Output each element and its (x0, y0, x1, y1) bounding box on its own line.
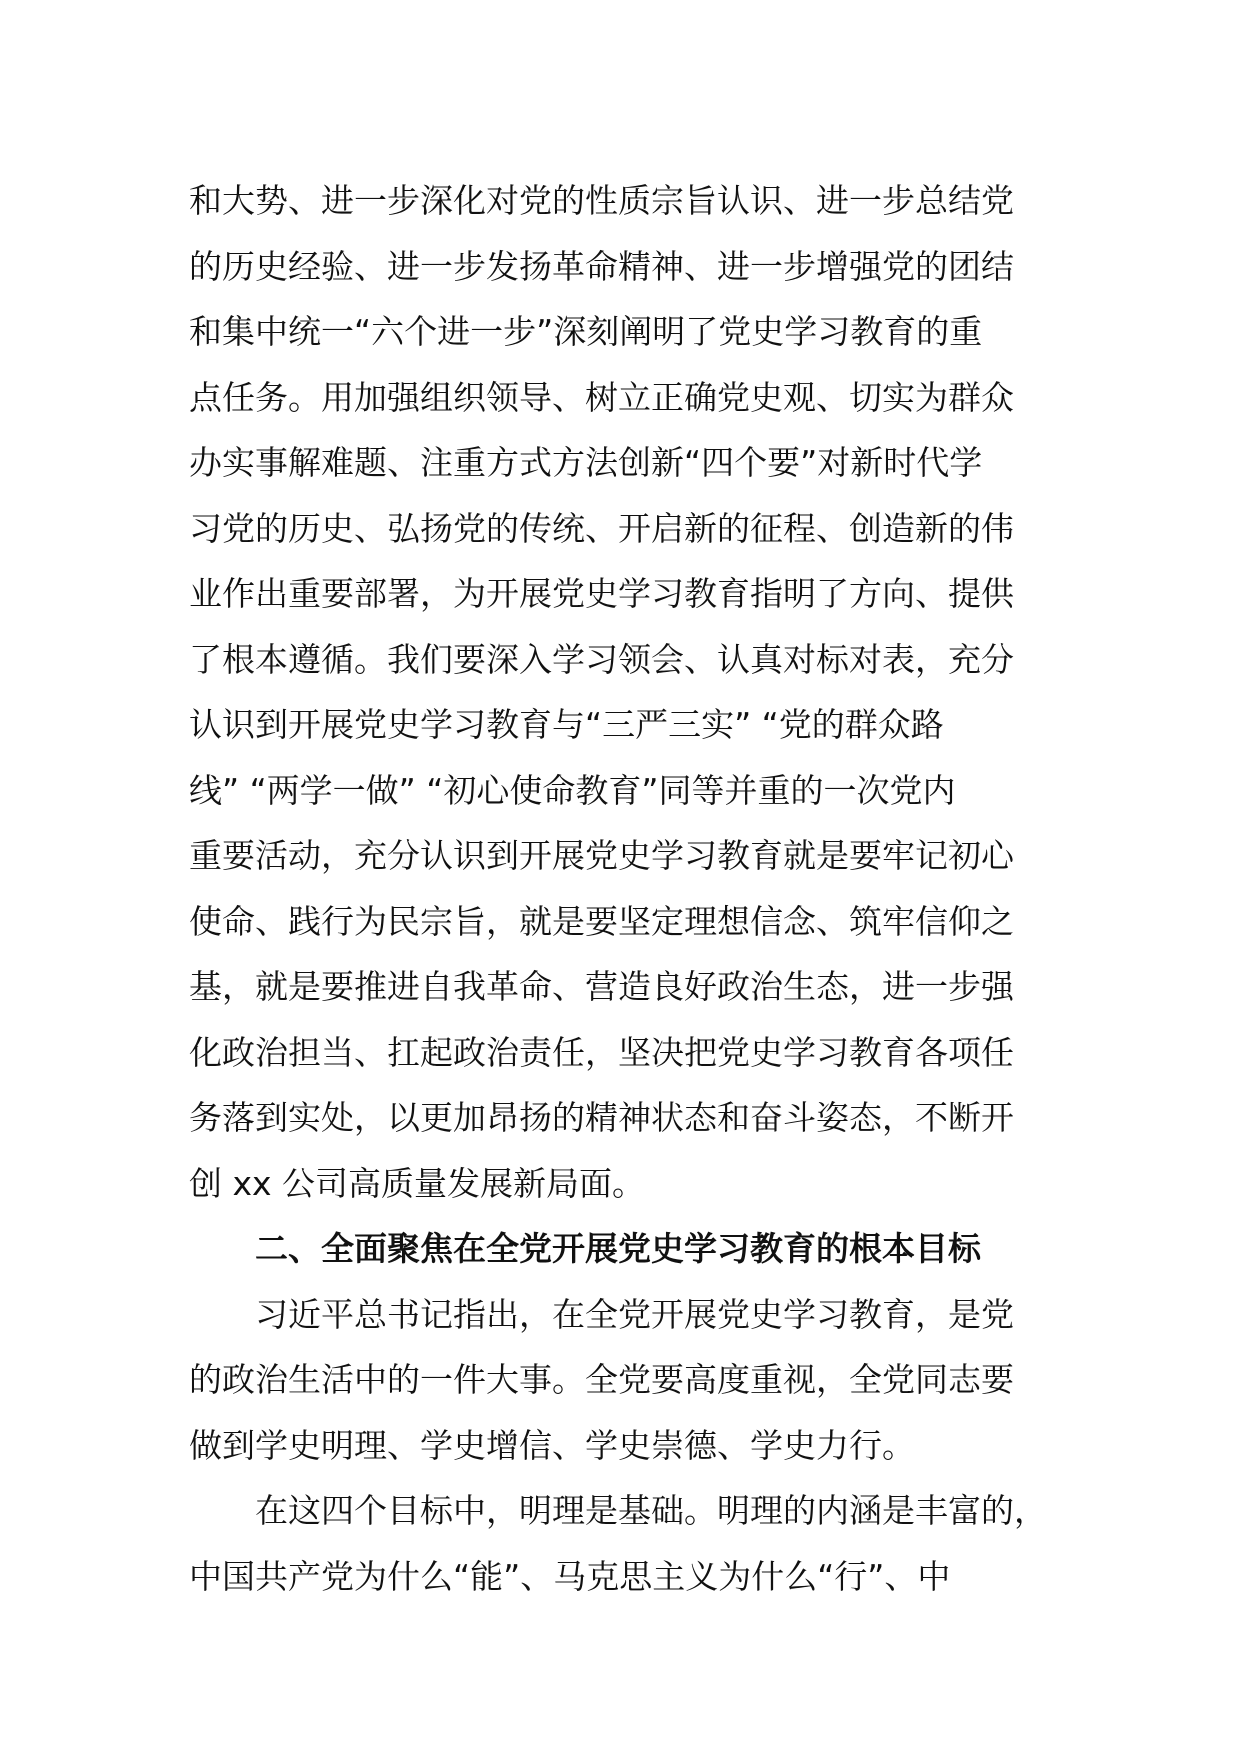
text-line: 务落到实处，以更加昂扬的精神状态和奋斗姿态，不断开 (189, 1098, 1014, 1137)
section-heading-text: 二、全面聚焦在全党开展党史学习教育的根本目标 (255, 1229, 981, 1268)
paragraph-1 (189, 168, 1069, 1216)
paragraph-2 (189, 1282, 1069, 1479)
text-line: 使命、践行为民宗旨，就是要坚定理想信念、筑牢信仰之 (189, 901, 1014, 941)
text-line: 化政治担当、扛起政治责任，坚决把党史学习教育各项任 (189, 1032, 1014, 1072)
text-line: 和集中统一“六个进一步”深刻阐明了党史学习教育的重 (189, 312, 983, 351)
text-line: 重要活动，充分认识到开展党史学习教育就是要牢记初心 (189, 836, 1014, 875)
text-line: 了根本遵循。我们要深入学习领会、认真对标对表，充分 (189, 639, 1014, 679)
paragraph-3 (189, 1478, 1069, 1609)
text-line: 习党的历史、弘扬党的传统、开启新的征程、创造新的伟 (189, 508, 1014, 548)
text-line: 认识到开展党史学习教育与“三严三实” “党的群众路 (189, 705, 944, 744)
text-line: 业作出重要部署，为开展党史学习教育指明了方向、提供 (189, 574, 1014, 613)
text-line: 的历史经验、进一步发扬革命精神、进一步增强党的团结 (189, 246, 1014, 286)
text-line: 创 xx 公司高质量发展新局面。 (189, 1163, 646, 1203)
text-line: 做到学史明理、学史增信、学史崇德、学史力行。 (189, 1425, 915, 1465)
text-line: 线” “两学一做” “初心使命教育”同等并重的一次党内 (189, 770, 956, 810)
text-line: 中国共产党为什么“能”、马克思主义为什么“行”、中 (189, 1556, 951, 1596)
text-line: 在这四个目标中，明理是基础。明理的内涵是丰富的， (255, 1491, 1047, 1530)
text-line: 点任务。用加强组织领导、树立正确党史观、切实为群众 (189, 377, 1014, 417)
text-line: 习近平总书记指出，在全党开展党史学习教育，是党 (255, 1294, 1014, 1334)
text-line: 和大势、进一步深化对党的性质宗旨认识、进一步总结党 (189, 181, 1014, 220)
section-heading (189, 1216, 1069, 1282)
text-line: 基，就是要推进自我革命、营造良好政治生态，进一步强 (189, 967, 1014, 1006)
document-body (189, 168, 1069, 1609)
text-line: 的政治生活中的一件大事。全党要高度重视，全党同志要 (189, 1360, 1014, 1399)
text-line: 办实事解难题、注重方式方法创新“四个要”对新时代学 (189, 443, 983, 482)
